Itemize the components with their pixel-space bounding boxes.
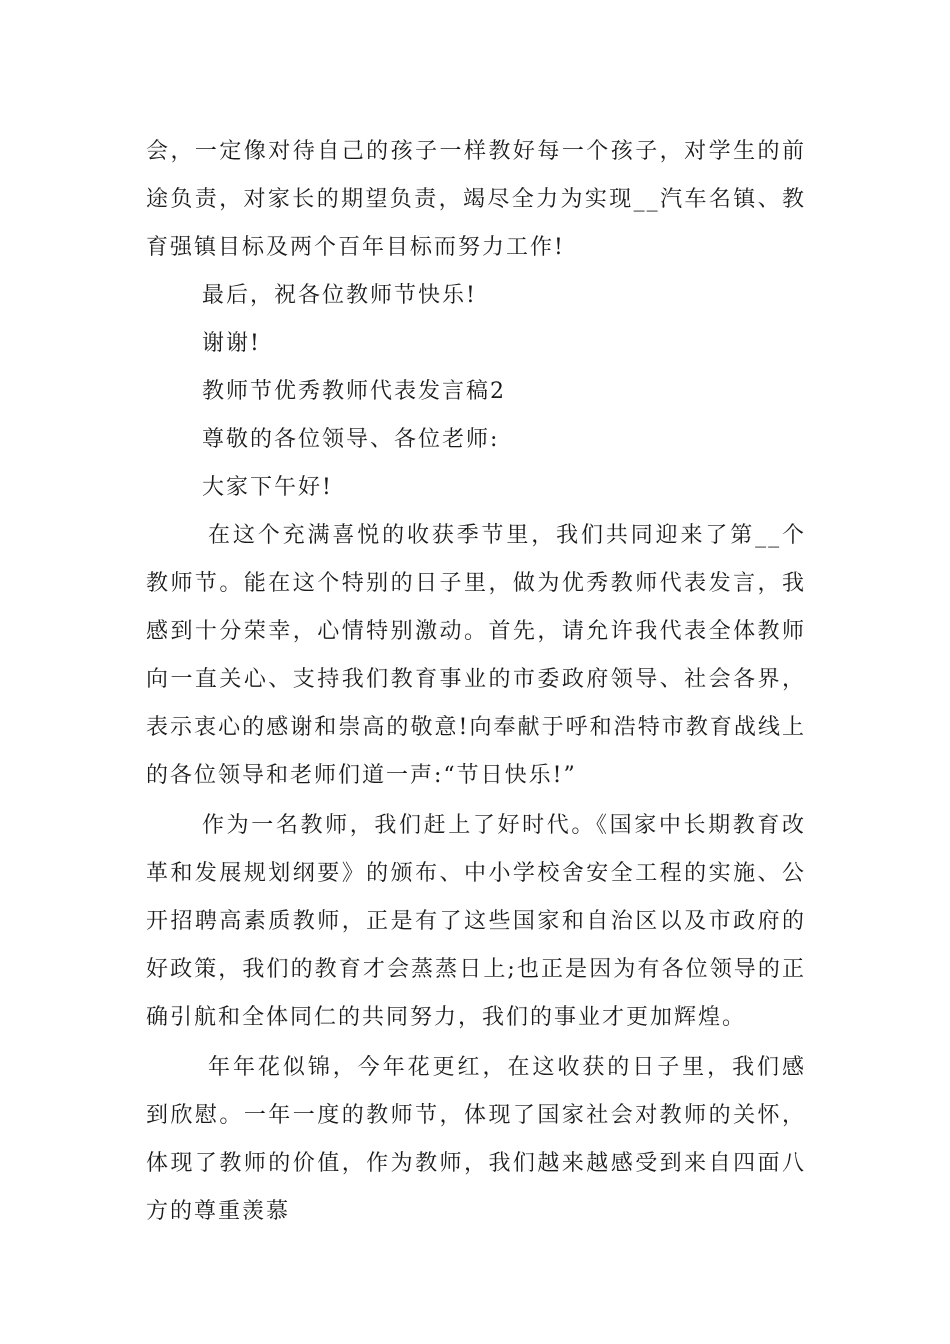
paragraph-body-2: 作为一名教师，我们赶上了好时代。《国家中长期教育改革和发展规划纲要》的颁布、中小学校舍安全工程的实施、公开招聘高素质教师，正是有了这些国家和自治区以及市政府的好政策，我们的教育才会蒸蒸日上;也正是因为有各位领导的正确引航和全体同仁的共同努力，我们的事业才更加辉煌。: [146, 813, 806, 1030]
salutation: 尊敬的各位领导、各位老师:: [202, 427, 500, 452]
paragraph-body-1: 在这个充满喜悦的收获季节里，我们共同迎来了第__个教师节。能在这个特别的日子里，做为优秀教师代表发言，我感到十分荣幸，心情特别激动。首先，请允许我代表全体教师向一直关心、支持我们教育事业的市委政府领导、社会各界，表示衷心的感谢和崇高的敬意!向奉献于呼和浩特市教育战线上的各位领导和老师们道一声:“节日快乐!”: [146, 523, 806, 788]
document-body: [146, 128, 806, 1236]
greeting: 大家下午好!: [202, 475, 333, 500]
section-title: 教师节优秀教师代表发言稿2: [202, 379, 506, 404]
paragraph-closing-wish: 最后，祝各位教师节快乐!: [202, 283, 477, 308]
paragraph-thanks: 谢谢!: [202, 331, 261, 356]
paragraph-body-3: 年年花似锦，今年花更红，在这收获的日子里，我们感到欣慰。一年一度的教师节，体现了国家社会对教师的关怀，体现了教师的价值，作为教师，我们越来越感受到来自四面八方的尊重羡慕: [146, 1055, 806, 1224]
paragraph-continuation: 会，一定像对待自己的孩子一样教好每一个孩子，对学生的前途负责，对家长的期望负责，竭尽全力为实现__汽车名镇、教育强镇目标及两个百年目标而努力工作!: [146, 139, 806, 260]
